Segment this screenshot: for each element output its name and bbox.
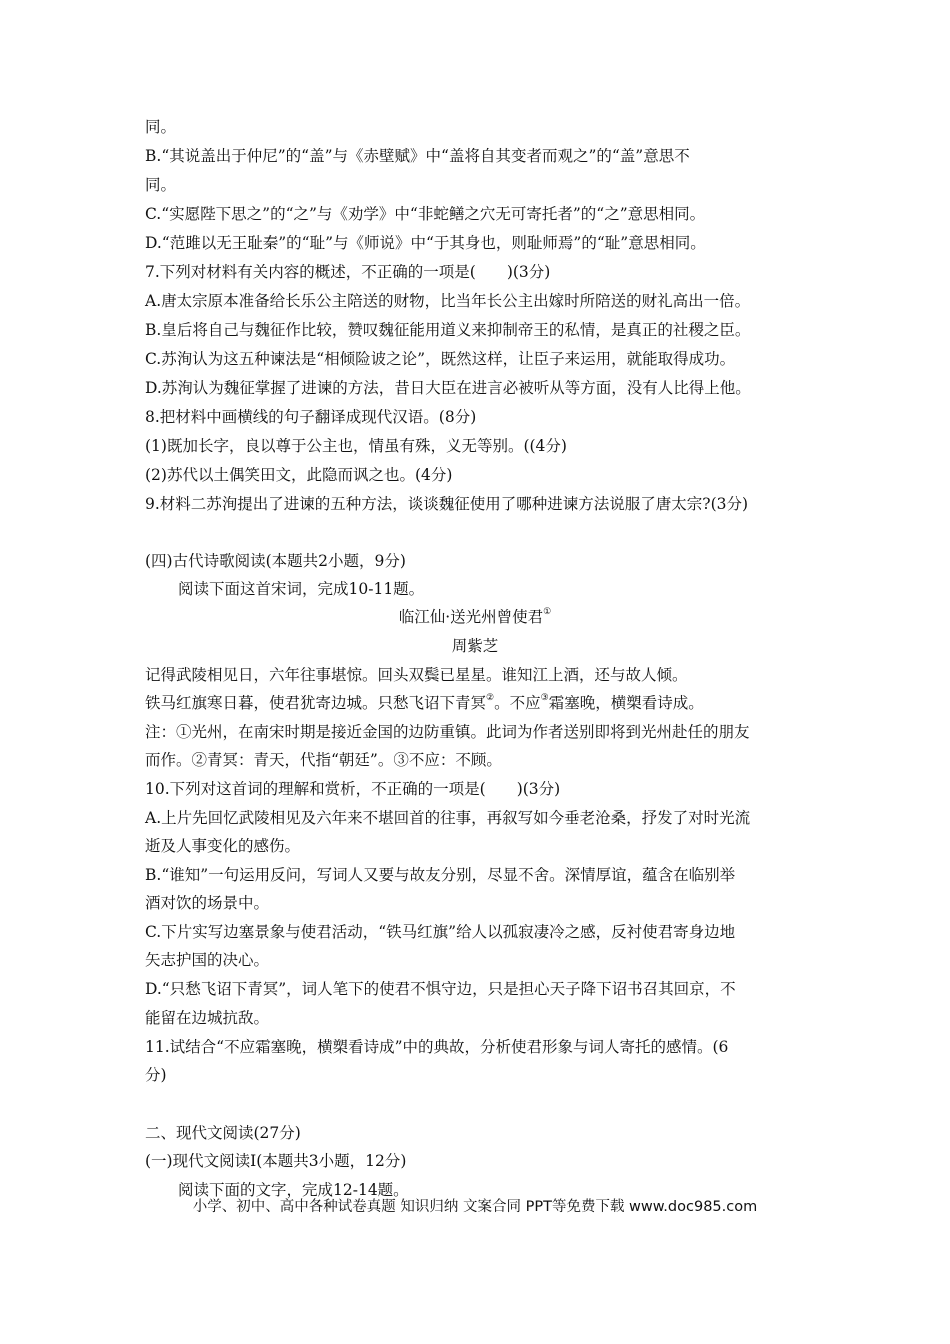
footnote-marker: ② bbox=[486, 693, 495, 703]
option-b-q10-cont: 酒对饮的场景中。 bbox=[145, 894, 270, 912]
option-c-q7: C.苏洵认为这五种谏法是“相倾险诐之论”，既然这样，让臣子来运用，就能取得成功。 bbox=[145, 350, 736, 368]
question-8-part-1: (1)既加长字，良以尊于公主也，情虽有殊，义无等别。((4分) bbox=[145, 437, 567, 455]
option-b-q6: B.“其说盖出于仲尼”的“盖”与《赤壁赋》中“盖将自其变者而观之”的“盖”意思不 bbox=[145, 147, 690, 165]
text-line: 同。 bbox=[145, 176, 177, 194]
poem-title-text: 临江仙·送光州曾使君 bbox=[398, 608, 544, 626]
poem-line-2 bbox=[145, 693, 704, 713]
option-d-q7: D.苏洵认为魏征掌握了进谏的方法，昔日大臣在进言必被听从等方面，没有人比得上他。 bbox=[145, 379, 751, 397]
option-d-q10: D.“只愁飞诏下青冥”，词人笔下的使君不惧守边，只是担心天子降下诏书召其回京，不 bbox=[145, 980, 736, 998]
option-b-q10: B.“谁知”一句运用反问，写词人又要与故友分别，尽显不舍。深情厚谊，蕴含在临别举 bbox=[145, 866, 736, 884]
section-heading-modern: 二、现代文阅读(27分) bbox=[145, 1124, 301, 1142]
question-9: 9.材料二苏洵提出了进谏的五种方法，谈谈魏征使用了哪种进谏方法说服了唐太宗?(3分) bbox=[145, 495, 749, 513]
text-line: 同。 bbox=[145, 118, 177, 136]
poetry-instruction: 阅读下面这首宋词，完成10-11题。 bbox=[178, 580, 425, 598]
question-8: 8.把材料中画横线的句子翻译成现代汉语。(8分) bbox=[145, 408, 477, 426]
poem-title bbox=[0, 607, 950, 627]
option-c-q10-cont: 矢志护国的决心。 bbox=[145, 951, 270, 969]
option-c-q10: C.下片实写边塞景象与使君活动，“铁马红旗”给人以孤寂凄冷之感，反衬使君寄身边地 bbox=[145, 923, 736, 941]
question-11: 11.试结合“不应霜塞晚，横槊看诗成”中的典故，分析使君形象与词人寄托的感情。(6 bbox=[145, 1038, 729, 1056]
option-a-q10-cont: 逝及人事变化的感伤。 bbox=[145, 837, 301, 855]
option-a-q10: A.上片先回忆武陵相见及六年来不堪回首的往事，再叙写如今垂老沧桑，抒发了对时光流 bbox=[145, 809, 751, 827]
footnote-marker: ① bbox=[543, 607, 552, 617]
option-c-q6: C.“实愿陛下思之”的“之”与《劝学》中“非蛇鳝之穴无可寄托者”的“之”意思相同。 bbox=[145, 205, 706, 223]
poem-line-2-part-3: 霜塞晚，横槊看诗成。 bbox=[548, 694, 704, 712]
footer-watermark: 小学、初中、高中各种试卷真题 知识归纳 文案合同 PPT等免费下载 www.doc985.com bbox=[192, 1199, 758, 1215]
subsection-heading: (一)现代文阅读Ⅰ(本题共3小题，12分) bbox=[145, 1152, 407, 1170]
poem-notes: 注：①光州，在南宋时期是接近金国的边防重镇。此词为作者送别即将到光州赴任的朋友 bbox=[145, 723, 750, 741]
option-d-q10-cont: 能留在边城抗敌。 bbox=[145, 1009, 270, 1027]
question-8-part-2: (2)苏代以土偶笑田文，此隐而讽之也。(4分) bbox=[145, 466, 453, 484]
poem-line-2-part-1: 铁马红旗寒日暮，使君犹寄边城。只愁飞诏下青冥 bbox=[145, 694, 487, 712]
poem-author: 周紫芝 bbox=[451, 637, 499, 655]
section-heading-poetry: (四)古代诗歌阅读(本题共2小题，9分) bbox=[145, 552, 406, 570]
poem-notes-cont: 而作。②青冥：青天，代指“朝廷”。③不应：不顾。 bbox=[145, 751, 502, 769]
question-11-cont: 分) bbox=[145, 1066, 167, 1084]
reading-instruction: 阅读下面的文字，完成12-14题。 bbox=[178, 1181, 409, 1199]
option-b-q7: B.皇后将自己与魏征作比较，赞叹魏征能用道义来抑制帝王的私情，是真正的社稷之臣。 bbox=[145, 321, 751, 339]
poem-line-1: 记得武陵相见日，六年往事堪惊。回头双鬓已星星。谁知江上酒，还与故人倾。 bbox=[145, 666, 688, 684]
question-7: 7.下列对材料有关内容的概述，不正确的一项是( )(3分) bbox=[145, 263, 551, 281]
question-10: 10.下列对这首词的理解和赏析，不正确的一项是( )(3分) bbox=[145, 780, 561, 798]
footnote-marker: ③ bbox=[540, 693, 549, 703]
option-a-q7: A.唐太宗原本准备给长乐公主陪送的财物，比当年长公主出嫁时所陪送的财礼高出一倍。 bbox=[145, 292, 751, 310]
poem-line-2-part-2: 。不应 bbox=[494, 694, 541, 712]
option-d-q6: D.“范雎以无王耻秦”的“耻”与《师说》中“于其身也，则耻师焉”的“耻”意思相同。 bbox=[145, 234, 706, 252]
